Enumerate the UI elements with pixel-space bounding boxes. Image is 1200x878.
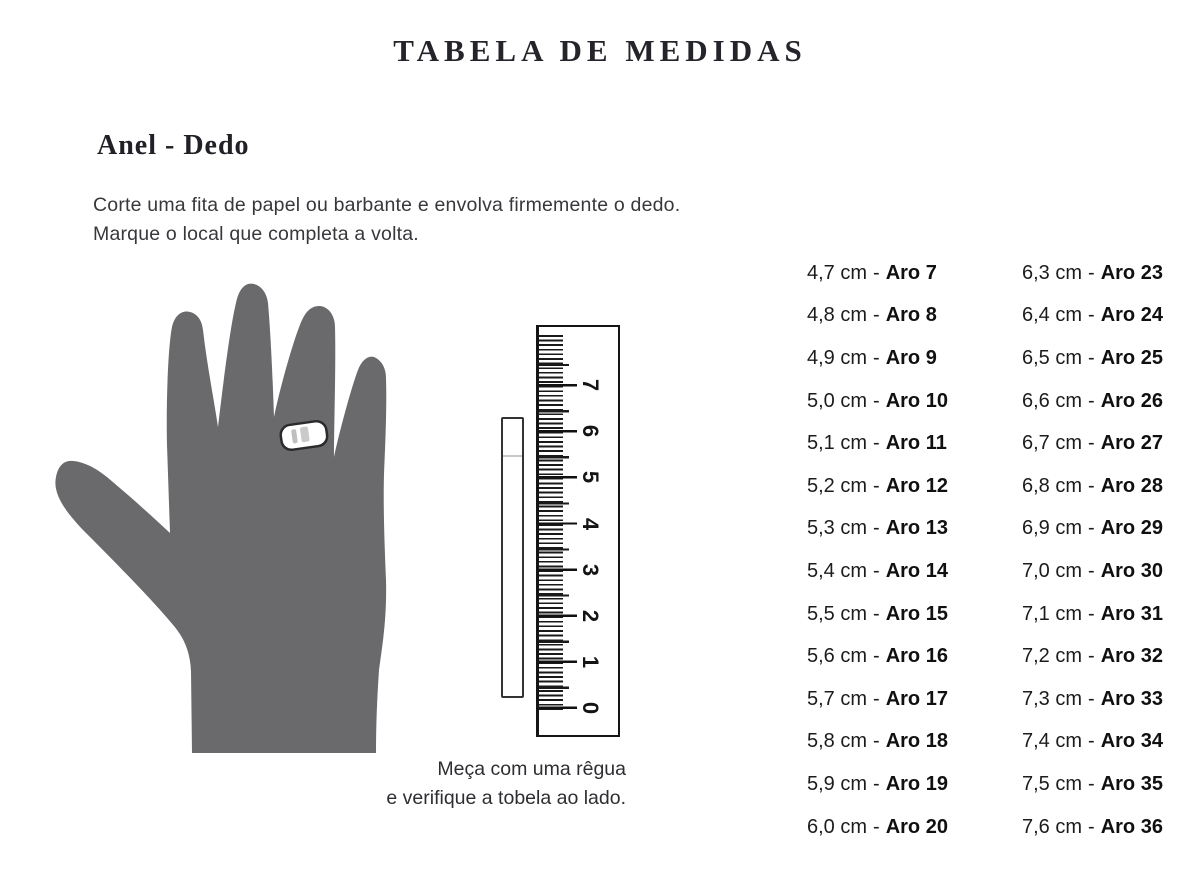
size-separator: - <box>1088 687 1095 710</box>
size-cm: 7,1 cm <box>1022 602 1083 625</box>
size-aro: Aro 14 <box>885 559 948 582</box>
size-separator: - <box>1088 389 1095 412</box>
size-separator: - <box>1088 602 1095 625</box>
size-row <box>807 422 1007 465</box>
size-row <box>1022 465 1200 508</box>
size-row <box>807 635 1007 678</box>
size-row <box>1022 806 1200 849</box>
sizes-column-right <box>1022 252 1200 848</box>
size-separator: - <box>873 602 880 625</box>
size-aro: Aro 7 <box>885 261 937 284</box>
size-separator: - <box>873 730 880 753</box>
size-aro: Aro 33 <box>1100 687 1163 710</box>
size-aro: Aro 17 <box>885 687 948 710</box>
size-aro: Aro 36 <box>1100 815 1163 838</box>
ruler-label-7: 7 <box>578 378 603 392</box>
size-row <box>807 380 1007 423</box>
ruler-label-2: 2 <box>578 609 603 623</box>
size-cm: 6,0 cm <box>807 815 868 838</box>
size-separator: - <box>1088 730 1095 753</box>
size-row <box>807 593 1007 636</box>
size-row <box>1022 635 1200 678</box>
size-row <box>1022 763 1200 806</box>
size-separator: - <box>1088 815 1095 838</box>
size-row <box>807 337 1007 380</box>
instructions <box>93 191 680 249</box>
paper-strip <box>501 417 524 698</box>
ruler-label-3: 3 <box>578 563 603 577</box>
page-title: TABELA DE MEDIDAS <box>393 33 807 68</box>
size-row <box>1022 295 1200 338</box>
size-cm: 7,5 cm <box>1022 772 1083 795</box>
size-cm: 6,9 cm <box>1022 517 1083 540</box>
size-row <box>1022 678 1200 721</box>
ruler-label-5: 5 <box>578 470 603 484</box>
size-cm: 5,6 cm <box>807 645 868 668</box>
size-aro: Aro 16 <box>885 645 948 668</box>
size-cm: 5,8 cm <box>807 730 868 753</box>
size-row <box>807 763 1007 806</box>
size-separator: - <box>873 687 880 710</box>
size-cm: 6,6 cm <box>1022 389 1083 412</box>
size-aro: Aro 28 <box>1100 474 1163 497</box>
size-cm: 5,0 cm <box>807 389 868 412</box>
size-row <box>807 508 1007 551</box>
size-separator: - <box>1088 304 1095 327</box>
hand-illustration <box>40 275 400 755</box>
size-separator: - <box>1088 559 1095 582</box>
size-separator: - <box>1088 772 1095 795</box>
size-aro: Aro 32 <box>1100 645 1163 668</box>
size-aro: Aro 11 <box>885 432 947 455</box>
size-separator: - <box>1088 645 1095 668</box>
size-separator: - <box>1088 261 1095 284</box>
size-aro: Aro 19 <box>885 772 948 795</box>
size-row <box>807 678 1007 721</box>
size-cm: 6,4 cm <box>1022 304 1083 327</box>
size-cm: 7,6 cm <box>1022 815 1083 838</box>
size-aro: Aro 24 <box>1100 304 1163 327</box>
size-cm: 5,5 cm <box>807 602 868 625</box>
size-aro: Aro 27 <box>1100 432 1163 455</box>
size-row <box>1022 380 1200 423</box>
size-aro: Aro 23 <box>1100 261 1163 284</box>
size-aro: Aro 34 <box>1100 730 1163 753</box>
size-row <box>1022 593 1200 636</box>
size-separator: - <box>1088 517 1095 540</box>
size-aro: Aro 26 <box>1100 389 1163 412</box>
size-cm: 6,7 cm <box>1022 432 1083 455</box>
size-separator: - <box>873 517 880 540</box>
size-cm: 7,4 cm <box>1022 730 1083 753</box>
size-aro: Aro 13 <box>885 517 948 540</box>
size-row <box>1022 337 1200 380</box>
size-cm: 5,3 cm <box>807 517 868 540</box>
size-aro: Aro 29 <box>1100 517 1163 540</box>
size-separator: - <box>873 559 880 582</box>
size-row <box>807 465 1007 508</box>
size-row <box>1022 252 1200 295</box>
size-aro: Aro 8 <box>885 304 937 327</box>
size-cm: 7,2 cm <box>1022 645 1083 668</box>
size-row <box>807 295 1007 338</box>
size-cm: 6,3 cm <box>1022 261 1083 284</box>
size-cm: 6,5 cm <box>1022 346 1083 369</box>
ruler-illustration <box>536 325 620 737</box>
size-aro: Aro 15 <box>885 602 948 625</box>
size-separator: - <box>873 474 880 497</box>
size-separator: - <box>873 389 880 412</box>
size-cm: 7,0 cm <box>1022 559 1083 582</box>
size-aro: Aro 20 <box>885 815 948 838</box>
ruler-label-6: 6 <box>578 424 603 438</box>
size-aro: Aro 9 <box>885 346 937 369</box>
size-separator: - <box>1088 346 1095 369</box>
size-row <box>1022 508 1200 551</box>
size-cm: 7,3 cm <box>1022 687 1083 710</box>
size-separator: - <box>873 645 880 668</box>
size-aro: Aro 18 <box>885 730 948 753</box>
size-cm: 5,4 cm <box>807 559 868 582</box>
size-cm: 5,2 cm <box>807 474 868 497</box>
size-aro: Aro 12 <box>885 474 948 497</box>
size-cm: 6,8 cm <box>1022 474 1083 497</box>
size-separator: - <box>873 815 880 838</box>
ruler-label-0: 0 <box>578 701 603 715</box>
size-row <box>1022 721 1200 764</box>
ruler-label-4: 4 <box>578 517 603 531</box>
size-cm: 5,1 cm <box>807 432 868 455</box>
size-cm: 4,7 cm <box>807 261 868 284</box>
instructions-line1: Corte uma fita de papel ou barbante e envolva firmemente o dedo. <box>93 194 681 216</box>
size-aro: Aro 10 <box>885 389 948 412</box>
size-aro: Aro 35 <box>1100 772 1163 795</box>
size-cm: 4,9 cm <box>807 346 868 369</box>
size-separator: - <box>1088 474 1095 497</box>
size-separator: - <box>873 261 880 284</box>
size-separator: - <box>873 772 880 795</box>
size-cm: 5,7 cm <box>807 687 868 710</box>
size-aro: Aro 25 <box>1100 346 1163 369</box>
ruler-caption <box>330 755 626 813</box>
size-cm: 4,8 cm <box>807 304 868 327</box>
section-heading: Anel - Dedo <box>97 130 250 161</box>
size-row <box>807 806 1007 849</box>
ruler-ticks-major <box>539 384 577 712</box>
size-row <box>807 721 1007 764</box>
size-separator: - <box>873 432 880 455</box>
size-row <box>1022 550 1200 593</box>
size-cm: 5,9 cm <box>807 772 868 795</box>
hand-shape <box>55 284 386 753</box>
size-separator: - <box>1088 432 1095 455</box>
ring-band <box>279 420 328 451</box>
size-aro: Aro 31 <box>1100 602 1163 625</box>
instructions-line2: Marque o local que completa a volta. <box>93 223 419 245</box>
sizes-column-left <box>807 252 1007 848</box>
size-row <box>807 550 1007 593</box>
ruler-label-1: 1 <box>578 655 603 669</box>
size-separator: - <box>873 304 880 327</box>
size-row <box>1022 422 1200 465</box>
caption-line2: e verifique a tobela ao lado. <box>386 787 626 809</box>
size-separator: - <box>873 346 880 369</box>
strip-mark-line <box>503 455 522 457</box>
caption-line1: Meça com uma rêgua <box>437 758 626 780</box>
size-row <box>807 252 1007 295</box>
size-aro: Aro 30 <box>1100 559 1163 582</box>
